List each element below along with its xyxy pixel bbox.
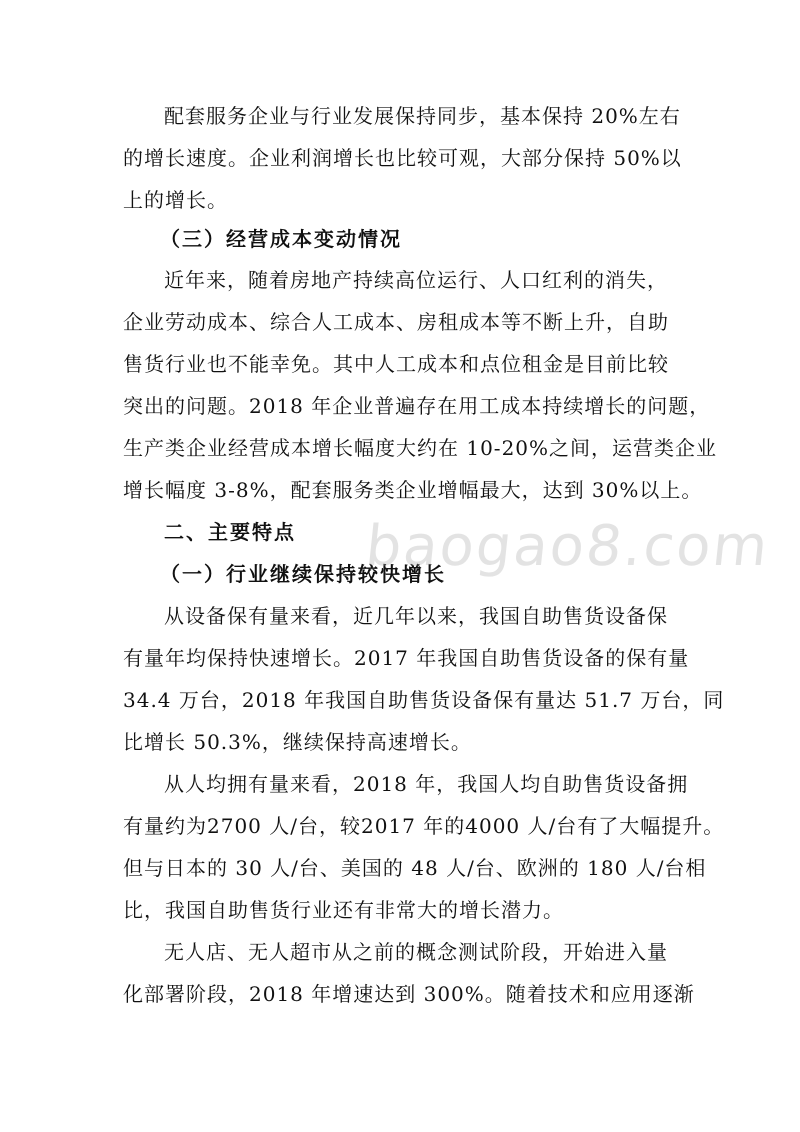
section-heading: （三）经营成本变动情况 <box>160 227 402 251</box>
text-line: 的增长速度。企业利润增长也比较可观，大部分保持 50%以 <box>123 146 682 170</box>
text-line: 从人均拥有量来看，2018 年，我国人均自助售货设备拥 <box>164 772 689 796</box>
text-line: 配套服务企业与行业发展保持同步，基本保持 20%左右 <box>164 104 681 128</box>
text-line: 34.4 万台，2018 年我国自助售货设备保有量达 51.7 万台，同 <box>123 688 725 712</box>
text-line: 化部署阶段，2018 年增速达到 300%。随着技术和应用逐渐 <box>123 982 695 1006</box>
watermark: baogao8.com <box>362 514 773 579</box>
text-line: 有量约为2700 人/台，较2017 年的4000 人/台有了大幅提升。 <box>123 814 725 838</box>
text-line: 比，我国自助售货行业还有非常大的增长潜力。 <box>123 898 564 922</box>
text-line: 企业劳动成本、综合人工成本、房租成本等不断上升，自助 <box>123 310 669 334</box>
section-heading: （一）行业继续保持较快增长 <box>160 562 446 586</box>
text-line: 突出的问题。2018 年企业普遍存在用工成本持续增长的问题， <box>123 394 711 418</box>
text-line: 上的增长。 <box>123 188 228 212</box>
text-line: 近年来，随着房地产持续高位运行、人口红利的消失， <box>164 268 668 292</box>
text-line: 比增长 50.3%，继续保持高速增长。 <box>123 730 472 754</box>
text-line: 从设备保有量来看，近几年以来，我国自助售货设备保 <box>164 604 668 628</box>
chapter-heading: 二、主要特点 <box>164 520 296 544</box>
text-line: 生产类企业经营成本增长幅度大约在 10-20%之间，运营类企业 <box>123 436 718 460</box>
text-line: 售货行业也不能幸免。其中人工成本和点位租金是目前比较 <box>123 352 669 376</box>
text-line: 但与日本的 30 人/台、美国的 48 人/台、欧洲的 180 人/台相 <box>123 856 707 880</box>
text-line: 无人店、无人超市从之前的概念测试阶段，开始进入量 <box>164 940 668 964</box>
text-line: 有量年均保持快速增长。2017 年我国自助售货设备的保有量 <box>123 646 690 670</box>
text-line: 增长幅度 3-8%，配套服务类企业增幅最大，达到 30%以上。 <box>123 478 703 502</box>
